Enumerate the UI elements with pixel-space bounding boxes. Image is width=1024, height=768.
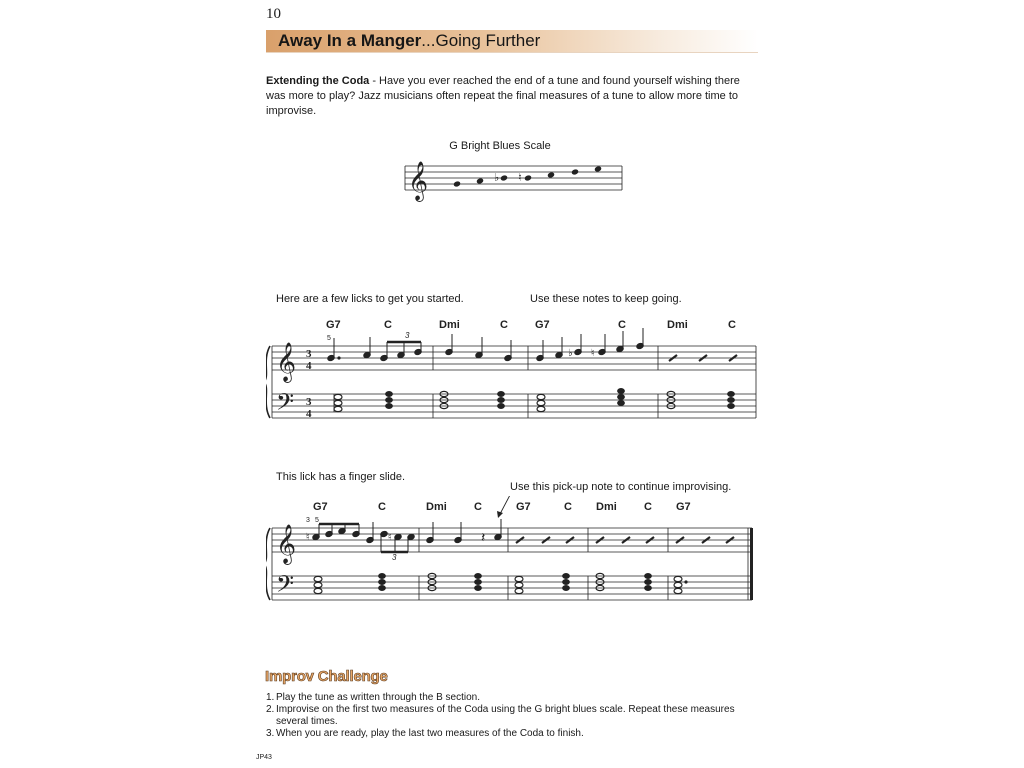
chord-symbol: C [500, 319, 508, 331]
system1-caption-right: Use these notes to keep going. [530, 293, 682, 305]
system2-grand-staff [266, 496, 766, 608]
scale-caption: G Bright Blues Scale [449, 140, 551, 152]
time-signature-bottom: 4 [306, 408, 312, 420]
system1-grand-staff [266, 314, 766, 424]
chord-symbol: G7 [313, 501, 328, 513]
chord-symbol: C [378, 501, 386, 513]
title-main: Away In a Manger [278, 31, 422, 50]
intro-body: - Have you ever reached the end of a tune and found yourself wishing there was more to play? Jazz musicians often repeat the final measures of a tune to allow more time to improvise. [266, 75, 740, 117]
treble-clef-icon: 𝄞 [276, 342, 297, 382]
time-signature-top: 3 [306, 348, 312, 360]
chord-symbol: C [474, 501, 482, 513]
bass-clef-icon: 𝄢 [276, 388, 295, 421]
system1-caption-left: Here are a few licks to get you started. [276, 293, 464, 305]
step-text: Improvise on the first two measures of the Coda using the G bright blues scale. Repeat these measures several times. [276, 704, 735, 727]
improv-challenge-heading: Improv Challenge [265, 668, 388, 685]
page-title [278, 31, 540, 51]
chord-symbol: C [564, 501, 572, 513]
triplet-number: 3 [392, 553, 397, 562]
scale-staff [400, 158, 630, 208]
step-text: When you are ready, play the last two measures of the Coda to finish. [276, 728, 584, 739]
treble-clef-icon: 𝄞 [408, 161, 429, 201]
title-banner [266, 30, 758, 53]
footer-code: JP43 [256, 754, 272, 761]
final-barline [750, 528, 753, 600]
chord-symbol: G7 [535, 319, 550, 331]
list-item [266, 692, 756, 704]
svg-text:♮: ♮ [306, 532, 310, 543]
arrow-head-icon [497, 511, 503, 518]
chord-symbol: Dmi [596, 501, 617, 513]
fingering-number: 3 [306, 517, 310, 524]
list-item [266, 704, 756, 728]
bass-clef-icon: 𝄢 [276, 570, 295, 603]
chord-symbol: Dmi [426, 501, 447, 513]
quarter-rest-icon: 𝄽 [481, 530, 486, 546]
time-signature-bottom: 4 [306, 360, 312, 372]
chord-symbol: C [644, 501, 652, 513]
chord-symbol: G7 [516, 501, 531, 513]
fingering-number: 5 [327, 335, 331, 342]
intro-paragraph [266, 74, 758, 119]
svg-text:♭: ♭ [568, 348, 573, 359]
svg-text:♭: ♭ [494, 171, 500, 184]
triplet-number: 3 [405, 331, 410, 340]
step-text: Play the tune as written through the B section. [276, 692, 481, 703]
svg-text:♮: ♮ [388, 532, 392, 543]
brace-icon [266, 346, 270, 418]
page-number: 10 [266, 6, 281, 22]
title-suffix: ...Going Further [421, 31, 541, 50]
chord-symbol: Dmi [667, 319, 688, 331]
svg-text:♮: ♮ [591, 348, 595, 359]
fingering-number: 5 [315, 517, 319, 524]
chord-symbol: C [384, 319, 392, 331]
improv-steps-list [266, 692, 756, 740]
chord-symbol: G7 [676, 501, 691, 513]
chord-symbol: G7 [326, 319, 341, 331]
chord-symbol: C [618, 319, 626, 331]
list-item [266, 728, 756, 740]
treble-clef-icon: 𝄞 [276, 524, 297, 564]
step-number: 1. [266, 692, 275, 703]
pickup-arrow [500, 496, 510, 514]
step-number: 2. [266, 704, 275, 715]
step-number: 3. [266, 728, 275, 739]
time-signature-top: 3 [306, 396, 312, 408]
brace-icon [266, 528, 270, 600]
svg-text:♮: ♮ [518, 171, 522, 184]
system2-caption-left: This lick has a finger slide. [276, 471, 405, 483]
chord-symbol: C [728, 319, 736, 331]
system2-caption-right: Use this pick-up note to continue improvising. [510, 481, 732, 493]
chord-symbol: Dmi [439, 319, 460, 331]
intro-lead: Extending the Coda [266, 75, 370, 87]
